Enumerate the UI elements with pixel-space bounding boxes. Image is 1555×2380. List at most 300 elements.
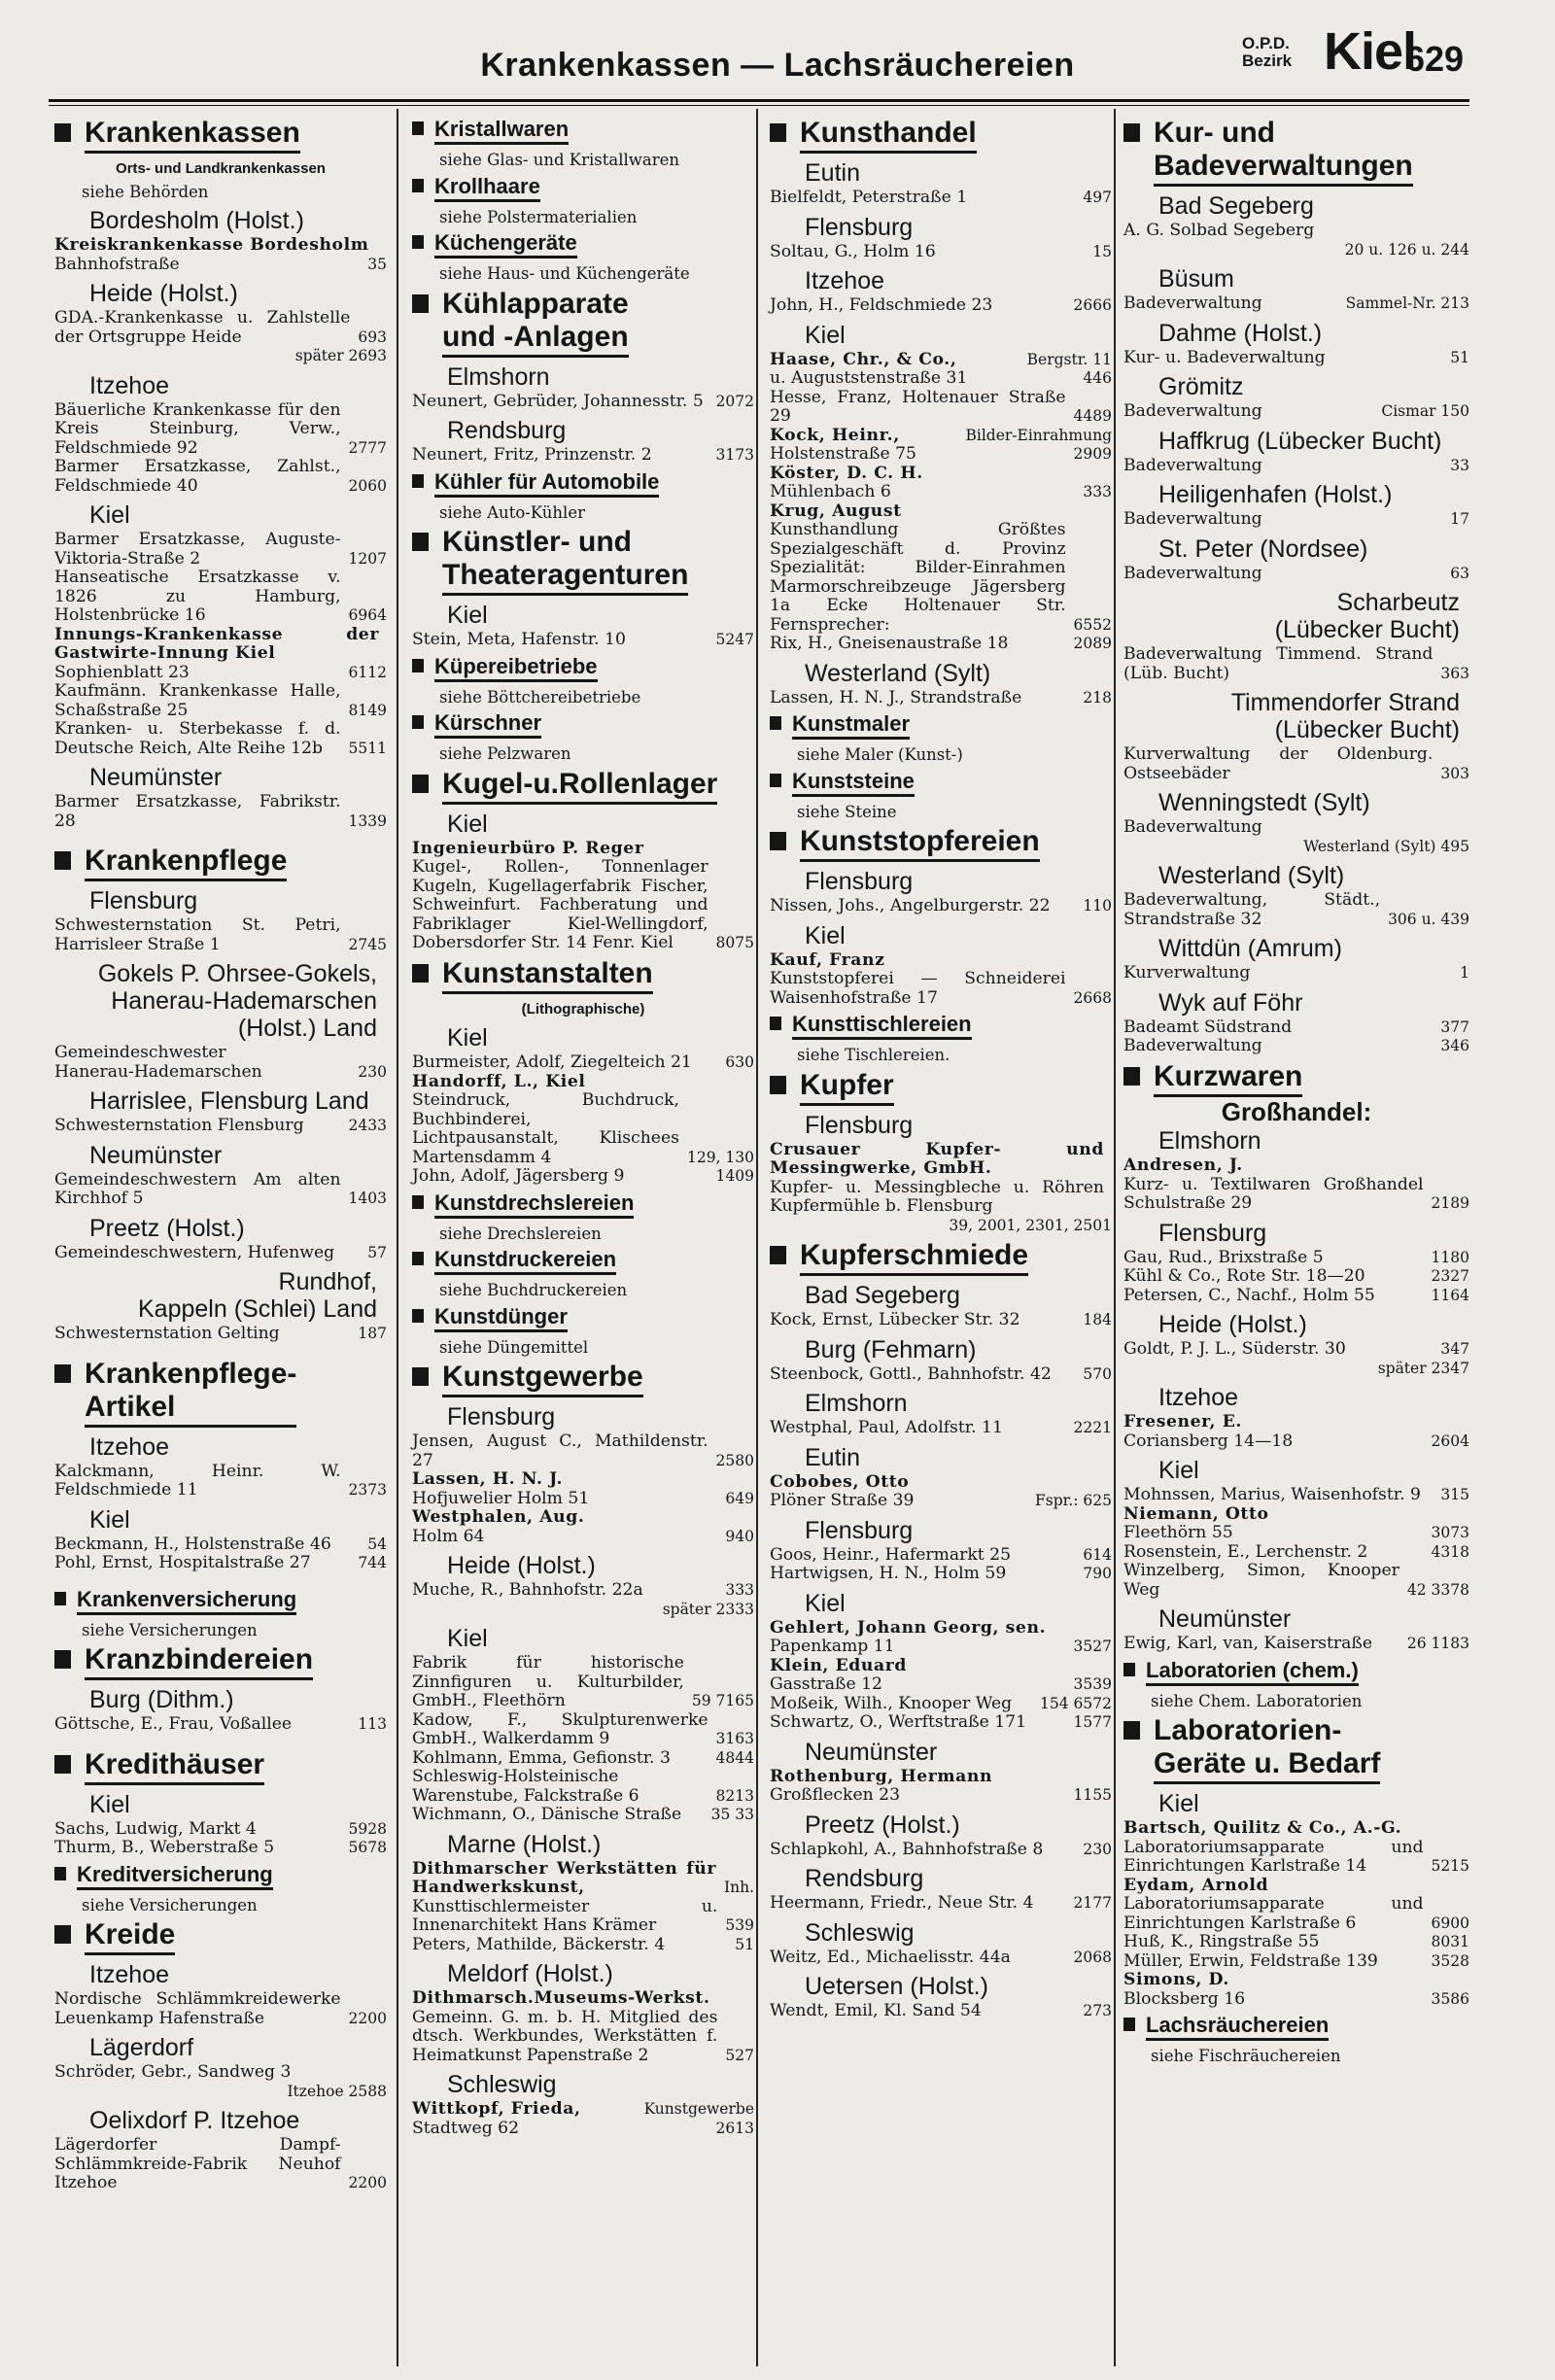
column-2 [412,113,754,2138]
city-heading: Wenningstedt (Sylt) [1158,789,1370,816]
section-heading [54,1862,387,1890]
city-heading: Gokels P. Ohrsee-Gokels, Hanerau-Hademarschen (Holst.) Land [97,960,377,1042]
bullet-square-icon [54,1867,66,1880]
city-heading: Timmendorfer Strand (Lübecker Bucht) [1230,689,1460,743]
section-heading-text: Kunstdruckereien [434,1247,616,1275]
entry-text: Kock, Heinr., [770,425,900,445]
entry-number: 26 1183 [1406,1635,1469,1652]
section-heading-text: Kurzwaren [1154,1060,1302,1097]
section-heading-text: Laboratorien (chem.) [1146,1658,1359,1686]
entry-text: Kadow, F., Skulpturenwerke GmbH., Walkerdamm 9 [412,1709,708,1748]
section-heading [1123,117,1469,187]
directory-entry [54,2063,387,2083]
bullet-square-icon [412,715,424,729]
directory-entry [1123,1524,1469,1543]
directory-entry [1123,457,1469,476]
directory-entry [54,1820,387,1840]
entry-text: Wendt, Emil, Kl. Sand 54 [770,2001,982,2020]
entry-text: Stein, Meta, Hafenstr. 10 [412,630,626,649]
city-heading: Wyk auf Föhr [1158,988,1303,1017]
entry-number: 3163 [715,1730,754,1747]
entry-number: 1339 [348,811,387,830]
bullet-square-icon [1123,1663,1135,1676]
entry-text: Badeverwaltung [1123,401,1262,421]
entry-number: 333 [1083,483,1112,500]
entry-text: Bielfeldt, Peterstraße 1 [770,188,968,207]
section-heading [412,1304,754,1332]
cross-reference: siehe Auto-Kühler [439,502,585,522]
directory-entry [1123,1156,1469,1176]
entry-number: 940 [725,1527,754,1545]
entry-text: Kunsttischlermeister u. Innenarchitekt Hans Krämer [412,1896,718,1935]
entry-number: 2177 [1073,1894,1112,1912]
city-heading: Itzehoe [89,1432,170,1461]
directory-entry [770,1311,1112,1330]
entry-number: 1155 [1073,1786,1112,1804]
column-3 [770,113,1112,2021]
entry-text: Lägerdorfer Dampf-Schlämmkreide-Fabrik Neuhof Itzehoe [54,2135,341,2192]
directory-entry [770,1675,1112,1695]
city-heading: Itzehoe [1158,1384,1239,1411]
entry-text: Kreiskrankenkasse Bordesholm [54,235,369,255]
entry-number: 35 33 [710,1806,754,1823]
entry-number: 4318 [1431,1542,1469,1561]
section-heading-text: Kranzbindereien [85,1643,313,1680]
directory-entry [54,1244,387,1263]
entry-number: 4489 [1073,407,1112,425]
entry-number: 230 [358,1062,387,1081]
city-heading: Schleswig [805,1918,915,1947]
city-heading: Heide (Holst.) [89,280,238,307]
entry-text: Petersen, C., Nachf., Holm 55 [1123,1285,1375,1305]
directory-entry [1123,1037,1469,1056]
city-heading: Neumünster [805,1738,938,1766]
section-subtitle: (Lithographische) [521,1000,645,1018]
section-heading [412,957,754,994]
entry-text: Schwesternstation Flensburg [54,1116,304,1135]
entry-number: 315 [1440,1486,1469,1503]
bullet-square-icon [54,1592,66,1605]
section-heading-text: Kur- und Badeverwaltungen [1154,117,1413,187]
entry-number: 527 [725,2046,754,2064]
section-heading-text: Künstler- und Theateragenturen [442,526,688,596]
city-heading: Flensburg [1158,1219,1267,1247]
directory-entry [1123,241,1469,260]
city-heading: Preetz (Holst.) [89,1214,245,1242]
bullet-square-icon [412,533,429,551]
entry-text: Fresener, E. [1123,1412,1242,1431]
directory-entry [412,631,754,650]
entry-text: Holstenstraße 75 [770,444,916,464]
city-heading: Eutin [805,1443,860,1471]
entry-number: 113 [358,1715,387,1733]
city-heading: Bad Segeberg [1158,192,1314,220]
header-rule-thin [49,105,1469,106]
header-rule [49,99,1469,102]
entry-text: Neunert, Fritz, Prinzenstr. 2 [412,445,652,465]
section-heading-text: Kunststeine [792,769,915,797]
section-heading-text: Kühlapparate und -Anlagen [442,288,629,358]
entry-text: Hanerau-Hademarschen [54,1061,262,1082]
city-heading: Flensburg [89,887,198,914]
section-heading [412,174,754,202]
entry-text: Winzelberg, Simon, Knooper Weg [1123,1561,1400,1600]
city-heading: Flensburg [447,1403,556,1431]
city-heading: Lägerdorf [89,2034,194,2061]
entry-number: 2200 [348,2174,387,2191]
entry-number: 6900 [1431,1914,1469,1932]
entry-number: 154 6572 [1040,1694,1112,1712]
entry-number: 2613 [715,2119,754,2137]
directory-entry [770,465,1112,484]
entry-text: Kaufmänn. Krankenkasse Halle, Schaßstraße 25 [54,681,341,720]
section-heading-text: Kunstdrechslereien [434,1190,634,1219]
entry-number: 8213 [715,1786,754,1805]
city-heading: Elmshorn [805,1390,908,1417]
section-heading [412,1247,754,1275]
directory-entry [54,2083,387,2102]
entry-number: 184 [1083,1311,1112,1328]
city-heading: Flensburg [805,213,914,241]
directory-entry [54,1063,387,1083]
directory-entry [1123,1340,1469,1360]
entry-text: Crusauer Kupfer- und Messingwerke, GmbH. [770,1139,1104,1178]
section-subtitle: Orts- und Landkrankenkassen [116,160,326,177]
entry-text: Andresen, J. [1123,1156,1243,1175]
entry-number: Cismar 150 [1381,402,1469,420]
bullet-square-icon [54,123,71,142]
entry-number: Fspr.: 625 [1035,1492,1112,1509]
entry-number: 1164 [1431,1286,1469,1304]
directory-entry [1123,1971,1469,1990]
section-heading [54,1358,387,1428]
entry-number: 2668 [1073,988,1112,1007]
section-heading-text: Kunstmaler [792,711,910,740]
entry-text: Kohlmann, Emma, Gefionstr. 3 [412,1747,671,1768]
city-heading: Kiel [805,921,846,949]
directory-entry [412,2009,754,2066]
city-heading: Elmshorn [447,362,550,391]
cross-reference: siehe Drechslereien [439,1224,602,1243]
district-label: O.P.D. Bezirk [1242,34,1293,70]
bullet-square-icon [770,832,786,850]
entry-text: Ingenieurbüro P. Reger [412,838,644,858]
entry-number: 3073 [1431,1524,1469,1541]
bullet-square-icon [412,775,429,793]
entry-number: 2072 [715,392,754,410]
directory-entry [412,1508,754,1528]
column-1 [54,113,387,2193]
entry-number: 377 [1440,1018,1469,1036]
city-heading: Flensburg [805,1516,914,1544]
section-heading-text: Kreide [85,1918,175,1955]
entry-number: 303 [1440,764,1469,782]
bullet-square-icon [1123,1721,1140,1740]
section-heading [1123,1658,1469,1686]
city-heading: Burg (Dithm.) [89,1686,234,1713]
entry-text: Kunsthandlung Größtes Spezialgeschäft d. Provinz Spezialität: Bilder-Einrahmen Marmorschreibzeuge Jägersberg 1a Ecke Holtenauer Str. Fernsprecher: [770,520,1066,635]
directory-entry [770,1492,1112,1511]
entry-text: Kunststopferei — Schneiderei Waisenhofstraße 17 [770,969,1066,1008]
entry-text: Laboratoriumsapparate und Einrichtungen Karlstraße 14 [1123,1837,1424,1876]
directory-entry [412,1711,754,1749]
cross-reference: siehe Chem. Laboratorien [1151,1691,1363,1710]
entry-number: 54 [367,1535,387,1553]
entry-text: Bartsch, Quilitz & Co., A.-G. [1123,1818,1402,1838]
directory-entry [770,1657,1112,1676]
directory-entry [1123,1819,1469,1839]
entry-text: Steenbock, Gottl., Bahnhofstr. 42 [770,1363,1052,1384]
section-heading [412,768,754,805]
entry-text: Hofjuwelier Holm 51 [412,1488,590,1508]
section-heading-text: Kristallwaren [434,117,569,145]
city-heading: Kiel [447,1024,488,1052]
directory-entry [54,347,387,366]
directory-entry [770,243,1112,262]
section-heading-text: Kredithäuser [85,1748,264,1785]
bullet-square-icon [412,1195,424,1209]
entry-text: Plöner Straße 39 [770,1491,915,1510]
directory-entry [54,793,387,831]
entry-text: Coriansberg 14—18 [1123,1431,1294,1451]
cross-reference: siehe Tischlereien. [797,1046,950,1064]
directory-entry [412,1989,754,2009]
entry-text: Eydam, Arnold [1123,1875,1269,1895]
spacer [54,1735,387,1744]
section-heading [412,710,754,739]
directory-entry [1123,565,1469,584]
entry-text: Lassen, H. N. J., Strandstraße [770,687,1022,707]
section-heading-text: Kürschner [434,710,541,739]
section-heading-text: Kreditversicherung [77,1862,273,1890]
directory-entry [412,1749,754,1769]
column-divider [1114,109,1116,2366]
city-heading: Kiel [805,1589,846,1617]
bullet-square-icon [54,1650,71,1669]
directory-entry [412,1806,754,1825]
city-heading: St. Peter (Nordsee) [1158,535,1368,563]
bullet-square-icon [770,716,781,730]
directory-entry [412,1528,754,1547]
entry-text: Gemeinn. G. m. b. H. Mitglied des dtsch. Werkbundes, Werkstätten f. Heimatkunst Papenstraße 2 [412,2007,718,2065]
directory-entry [1123,222,1469,241]
entry-number: 6112 [348,663,387,681]
directory-entry [54,682,387,720]
entry-text: Klein, Eduard [770,1655,908,1675]
directory-entry [770,635,1112,654]
section-heading-text: Krankenkassen [85,117,300,154]
entry-text: Kurverwaltung der Oldenburg. Ostseebäder [1123,744,1434,783]
entry-text: Schlapkohl, A., Bahnhofstraße 8 [770,1839,1044,1859]
entry-number: 33 [1450,456,1469,474]
entry-number: 5215 [1431,1857,1469,1875]
entry-number: 51 [1450,348,1469,366]
city-heading: Itzehoe [89,371,170,399]
entry-text: Handorff, L., Kiel [412,1071,586,1091]
directory-entry [1123,1933,1469,1952]
city-heading: Rundhof, Kappeln (Schlei) Land [138,1268,377,1323]
city-heading: Bordesholm (Holst.) [89,207,304,234]
entry-number: 649 [725,1489,754,1507]
entry-number: Sammel-Nr. 213 [1345,294,1469,312]
directory-entry [1123,964,1469,983]
entry-number: 59 7165 [691,1692,754,1709]
bullet-square-icon [412,1309,424,1323]
directory-entry [412,2120,754,2139]
section-heading-text: Kunstgewerbe [442,1361,643,1397]
entry-text: Neunert, Gebrüder, Johannesstr. 5 [412,391,704,411]
directory-entry [54,1715,387,1735]
entry-number: 3527 [1073,1638,1112,1655]
directory-entry [1123,1176,1469,1214]
entry-text: Burmeister, Adolf, Ziegelteich 21 [412,1052,692,1072]
city-heading: Rendsburg [805,1865,924,1892]
entry-text: Muche, R., Bahnhofstr. 22a [412,1580,643,1600]
directory-entry [1123,1505,1469,1525]
directory-entry [770,1419,1112,1438]
section-heading [412,288,754,358]
entry-text: Barmer Ersatzkasse, Auguste-Viktoria-Straße 2 [54,530,341,569]
section-heading-text: Kupfer [800,1069,894,1106]
city-heading: Neumünster [1158,1605,1292,1633]
directory-entry [770,689,1112,708]
subheading: Großhandel: [1221,1096,1372,1126]
cross-reference: siehe Maler (Kunst-) [797,745,963,764]
city-heading: Dahme (Holst.) [1158,319,1323,347]
bullet-square-icon [770,774,781,787]
entry-number: 20 u. 126 u. 244 [1344,240,1469,259]
city-heading: Uetersen (Holst.) [805,1973,988,2000]
entry-text: Kühl & Co., Rote Str. 18—20 [1123,1266,1365,1286]
city-heading: Neumünster [89,764,223,791]
directory-entry [412,840,754,859]
entry-text: Göttsche, E., Frau, Voßallee [54,1714,293,1734]
entry-text: Weitz, Ed., Michaelisstr. 44a [770,1947,1011,1967]
section-heading-text: Kunstanstalten [442,957,653,994]
city-heading: Elmshorn [1158,1127,1261,1155]
directory-entry [54,458,387,496]
city-heading: Marne (Holst.) [447,1830,602,1858]
city-heading: Meldorf (Holst.) [447,1960,613,1987]
city-heading: Westerland (Sylt) [1158,862,1345,889]
spacer [54,1344,387,1354]
directory-entry [54,401,387,459]
entry-number: 363 [1440,664,1469,682]
entry-number: 2068 [1073,1948,1112,1966]
entry-text: Wittkopf, Frieda, [412,2099,581,2119]
section-heading [770,769,1112,797]
bullet-square-icon [412,294,429,313]
directory-entry [770,1638,1112,1657]
city-heading: Harrislee, Flensburg Land [89,1087,369,1115]
entry-text: Huß, K., Ringstraße 55 [1123,1932,1320,1951]
entry-number: 2777 [348,438,387,457]
section-heading-text: Krollhaare [434,174,540,202]
bullet-square-icon [54,1925,71,1944]
directory-entry [1123,1635,1469,1654]
directory-entry [54,569,387,626]
entry-number: 2060 [348,476,387,495]
section-heading [770,1069,1112,1106]
city-heading: Preetz (Holst.) [805,1811,960,1839]
bullet-square-icon [412,474,424,488]
entry-number: 8031 [1431,1933,1469,1950]
entry-number: Westerland (Sylt) 495 [1303,837,1469,855]
directory-entry [54,1839,387,1858]
directory-entry [54,1535,387,1555]
city-heading: Kiel [1158,1790,1199,1817]
directory-entry [54,720,387,758]
entry-number: 1207 [348,549,387,568]
entry-text: Barmer Ersatzkasse, Zahlst., Feldschmiede 40 [54,457,341,496]
directory-entry [1123,838,1469,857]
entry-number: 614 [1083,1545,1112,1564]
directory-entry [770,369,1112,389]
entry-text: Fabrik für historische Zinnfiguren u. Kulturbilder, GmbH., Fleethörn [412,1653,684,1710]
directory-entry [54,256,387,275]
entry-text: Großflecken 23 [770,1785,901,1805]
entry-text: Kauf, Franz [770,949,885,970]
section-heading [54,1918,387,1955]
entry-text: Badeverwaltung Timmend. Strand (Lüb. Bucht) [1123,644,1434,683]
entry-number: 39, 2001, 2301, 2501 [949,1216,1112,1234]
cross-reference: siehe Düngemittel [439,1337,589,1357]
directory-entry [770,1713,1112,1733]
cross-reference: siehe Haus- und Küchengeräte [439,264,690,283]
bullet-square-icon [412,659,424,673]
directory-entry [412,393,754,412]
city-heading: Kiel [1158,1457,1199,1484]
cross-reference: siehe Fischräuchereien [1151,2047,1341,2065]
section-heading [54,117,387,154]
entry-number: 42 3378 [1406,1580,1469,1599]
directory-entry [1123,1432,1469,1452]
entry-text: Stadtweg 62 [412,2118,520,2138]
bullet-square-icon [54,1755,71,1774]
directory-entry [54,1990,387,2028]
entry-number: Bergstr. 11 [1026,350,1112,368]
spacer [54,831,387,841]
entry-number: 2189 [1431,1194,1469,1212]
city-heading: Heide (Holst.) [447,1552,596,1579]
bullet-square-icon [1123,1067,1140,1086]
section-heading-text: Krankenversicherung [77,1587,296,1615]
directory-entry [412,1053,754,1073]
entry-number: 1403 [348,1190,387,1207]
entry-text: Dithmarscher Werkstätten für Handwerkskunst, [412,1858,716,1897]
entry-text: Gasstraße 12 [770,1674,882,1694]
directory-entry [770,1365,1112,1385]
directory-entry [412,1768,754,1806]
section-heading [412,526,754,596]
city-heading: Heide (Holst.) [1158,1311,1307,1338]
directory-entry [770,1546,1112,1566]
directory-entry [412,1091,754,1167]
city-heading: Heiligenhafen (Holst.) [1158,481,1393,508]
entry-number: 4844 [715,1748,754,1767]
section-heading-text: Kunsthandel [800,117,977,154]
entry-text: Westphalen, Aug. [412,1507,585,1527]
directory-entry [412,1898,754,1936]
section-heading-text: Kunstdünger [434,1304,568,1332]
entry-text: Thurm, B., Weberstraße 5 [54,1838,275,1857]
entry-text: Kock, Ernst, Lübecker Str. 32 [770,1310,1020,1329]
entry-text: Sachs, Ludwig, Markt 4 [54,1818,257,1839]
entry-number: 693 [358,328,387,346]
cross-reference: siehe Steine [797,802,897,821]
entry-number: 5678 [348,1839,387,1856]
entry-text: Badeamt Südstrand [1123,1017,1293,1037]
